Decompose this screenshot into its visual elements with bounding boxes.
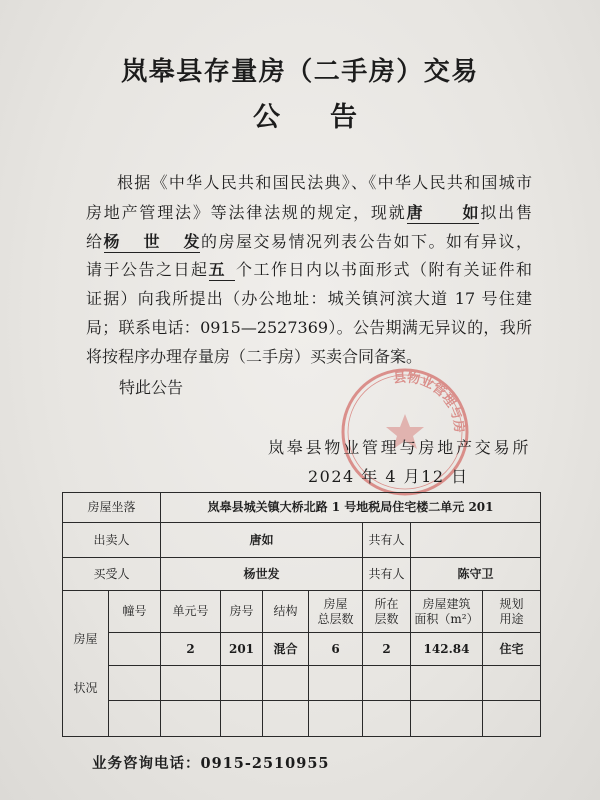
notice-title: 岚皋县存量房（二手房）交易 — [121, 57, 479, 87]
header-usage: 规划 用途 — [483, 591, 541, 633]
cell-structure: 混合 — [263, 633, 309, 666]
body-line-7: 将按程序办理存量房（二手房）买卖合同备案。 — [86, 347, 423, 366]
body-line-3 — [86, 231, 532, 253]
cell-total-floors — [309, 701, 363, 737]
buyer-co-owner-label: 共有人 — [363, 558, 411, 591]
cell-room-no: 201 — [221, 633, 263, 666]
cell-area: 142.84 — [411, 633, 483, 666]
status-label — [63, 591, 109, 737]
table-row-buyer — [63, 558, 541, 591]
body-line-2-post: 拟出售 — [478, 203, 532, 222]
cell-area — [411, 701, 483, 737]
days-fill: 五 — [209, 260, 235, 281]
cell-structure — [263, 701, 309, 737]
cell-floor: 2 — [363, 633, 411, 666]
buyer-co-owner-value: 陈守卫 — [411, 558, 541, 591]
table-row — [63, 633, 541, 666]
cell-building-no — [109, 701, 161, 737]
body-line-3-pre: 给 — [86, 232, 104, 251]
table-row — [63, 701, 541, 737]
body-line-1: 根据《中华人民共和国民法典》、《中华人民共和国城市 — [117, 173, 532, 192]
cell-floor — [363, 666, 411, 701]
seller-co-owner-label: 共有人 — [363, 523, 411, 558]
seller-value: 唐如 — [161, 523, 363, 558]
header-unit-no: 单元号 — [161, 591, 221, 633]
header-room-no: 房号 — [221, 591, 263, 633]
table-row-seller — [63, 523, 541, 558]
cell-structure — [263, 666, 309, 701]
issuer-name: 岚皋县物业管理与房地产交易所 — [268, 438, 532, 457]
buyer-value: 杨世发 — [161, 558, 363, 591]
body-line-2 — [86, 202, 532, 224]
body-line-4 — [86, 259, 532, 281]
body-line-6: 局；联系电话：0915—2527369）。公告期满无异议的，我所 — [86, 318, 532, 337]
header-total-floors: 房屋 总层数 — [309, 591, 363, 633]
cell-usage: 住宅 — [483, 633, 541, 666]
cell-usage — [483, 666, 541, 701]
cell-room-no — [221, 701, 263, 737]
body-line-4-post: 个工作日内以书面形式（附有关证件和 — [234, 260, 532, 279]
cell-usage — [483, 701, 541, 737]
table-row-status-header — [63, 591, 541, 633]
consult-phone: 业务咨询电话：0915-2510955 — [92, 755, 330, 772]
status-label-line-2: 状况 — [73, 681, 98, 695]
cell-building-no — [109, 633, 161, 666]
cell-floor — [363, 701, 411, 737]
cell-area — [411, 666, 483, 701]
body-line-5: 证据）向我所提出（办公地址：城关镇河滨大道 17 号住建 — [86, 289, 532, 308]
seal-text: 县物业管理与房 — [392, 370, 467, 434]
closing-text: 特此公告 — [119, 378, 184, 397]
status-label-line-1: 房屋 — [73, 632, 98, 646]
cell-total-floors — [309, 666, 363, 701]
cell-unit-no — [161, 701, 221, 737]
buyer-fill: 杨世发 — [103, 232, 200, 251]
notice-subtitle: 公告 — [253, 102, 407, 133]
cell-total-floors: 6 — [309, 633, 363, 666]
body-line-3-post: 的房屋交易情况列表公告如下。如有异议， — [199, 232, 532, 251]
body-line-2-pre: 房地产管理法》等法律法规的规定，现就 — [86, 203, 407, 222]
buyer-label: 买受人 — [63, 558, 161, 591]
table-row — [63, 666, 541, 701]
seller-fill: 唐如 — [406, 203, 479, 222]
issue-date: 2024 年 4 月12 日 — [308, 467, 469, 486]
header-building-no: 幢号 — [109, 591, 161, 633]
table-row-location — [63, 493, 541, 523]
body-line-4-pre: 请于公告之日起 — [86, 260, 209, 279]
location-label: 房屋坐落 — [63, 493, 161, 523]
header-area: 房屋建筑 面积（m²） — [411, 591, 483, 633]
cell-unit-no — [161, 666, 221, 701]
location-value: 岚皋县城关镇大桥北路 1 号地税局住宅楼二单元 201 — [161, 493, 541, 523]
header-floor: 所在 层数 — [363, 591, 411, 633]
seller-label: 出卖人 — [63, 523, 161, 558]
cell-unit-no: 2 — [161, 633, 221, 666]
transaction-table — [62, 492, 541, 737]
header-structure: 结构 — [263, 591, 309, 633]
cell-building-no — [109, 666, 161, 701]
cell-room-no — [221, 666, 263, 701]
seller-co-owner-value — [411, 523, 541, 558]
